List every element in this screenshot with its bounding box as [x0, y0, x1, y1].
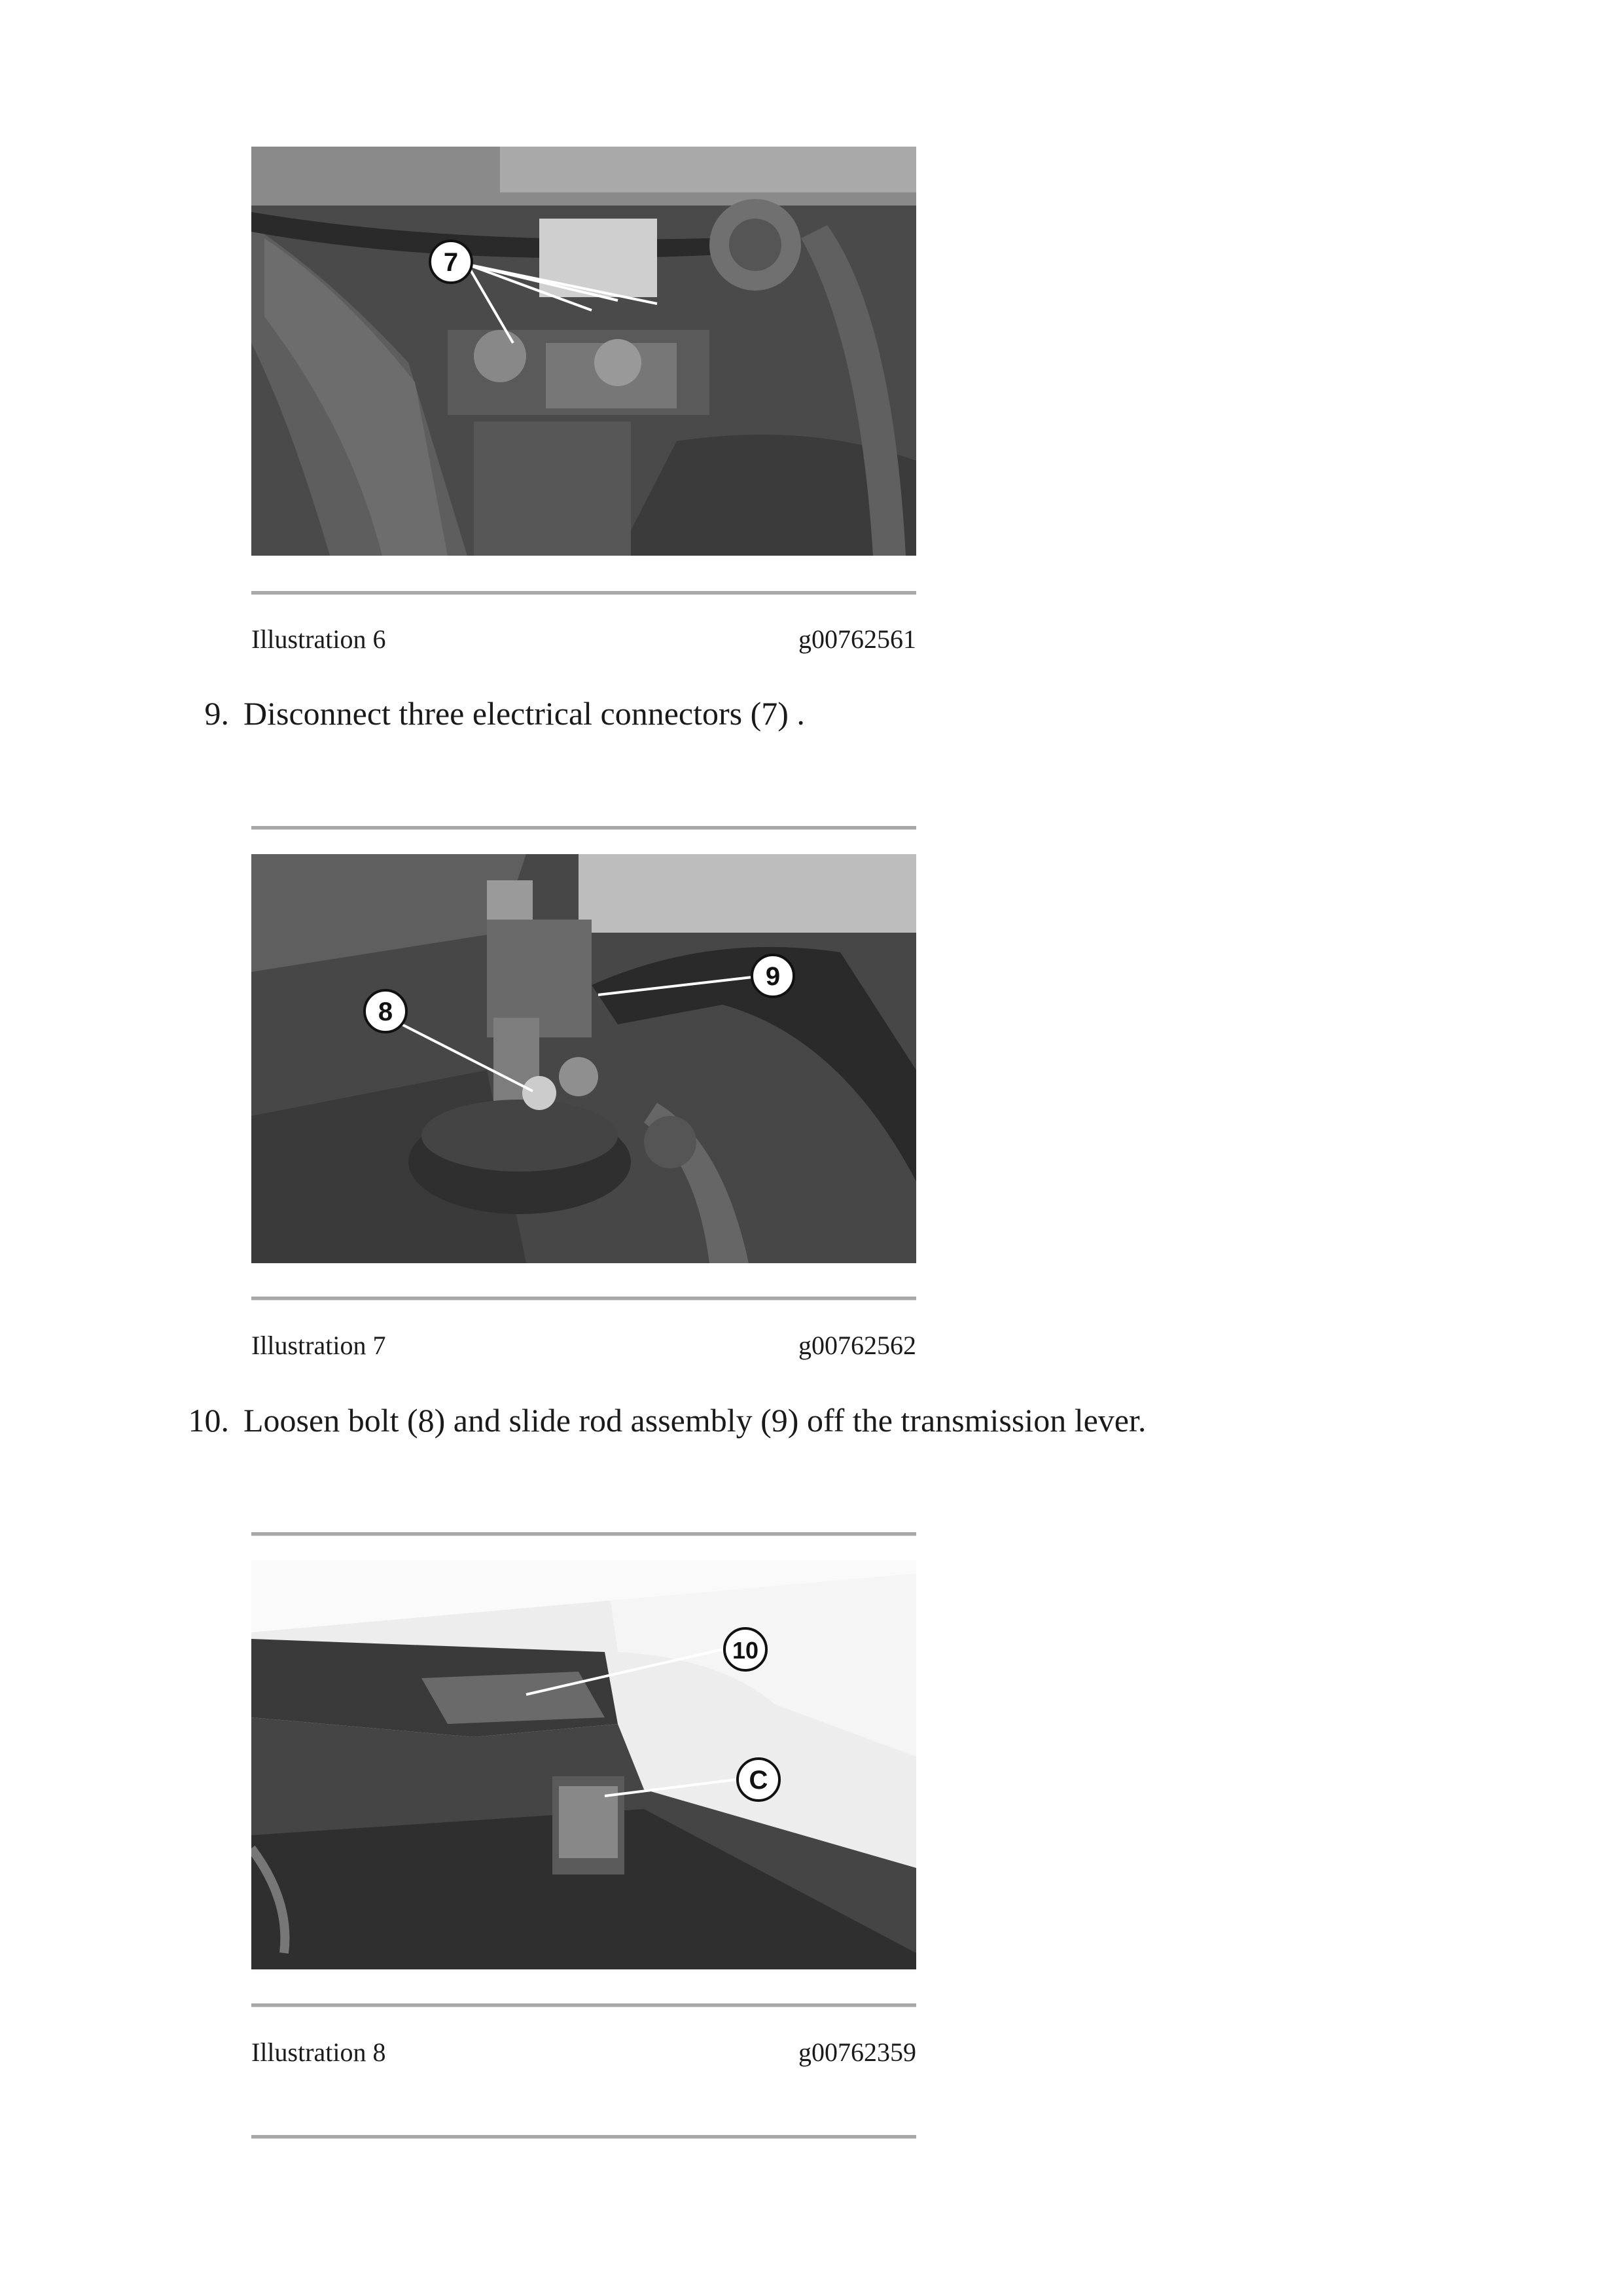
illustration-7-photo [251, 854, 916, 1263]
callout-9-label: 9 [765, 962, 781, 991]
illustration-6-caption: Illustration 6 [251, 624, 386, 654]
callout-c-label: C [749, 1766, 768, 1795]
step-10-text: Loosen bolt (8) and slide rod assembly (9) off the transmission lever. [243, 1402, 1147, 1439]
illustration-8-caption: Illustration 8 [251, 2037, 386, 2067]
illustration-8-photo [251, 1560, 916, 1969]
bottom-rule [251, 2135, 916, 2139]
step-9-text: Disconnect three electrical connectors (7) . [243, 695, 805, 732]
illustration-6-code: g00762561 [798, 624, 916, 654]
illustration-7-caption: Illustration 7 [251, 1331, 386, 1360]
callout-8-label: 8 [378, 997, 393, 1026]
illustration-8-rule [251, 2003, 916, 2007]
illustration-8-top-rule [251, 1532, 916, 1536]
callout-7-label: 7 [443, 248, 459, 277]
step-9-number: 9. [204, 695, 229, 732]
step-10-number: 10. [188, 1402, 229, 1439]
illustration-7-rule [251, 1297, 916, 1300]
illustration-6-rule [251, 591, 916, 595]
callout-10-label: 10 [732, 1637, 759, 1664]
illustration-7-code: g00762562 [798, 1331, 916, 1360]
illustration-8-code: g00762359 [798, 2037, 916, 2067]
illustration-7-top-rule [251, 826, 916, 830]
illustration-6-photo [251, 147, 916, 556]
